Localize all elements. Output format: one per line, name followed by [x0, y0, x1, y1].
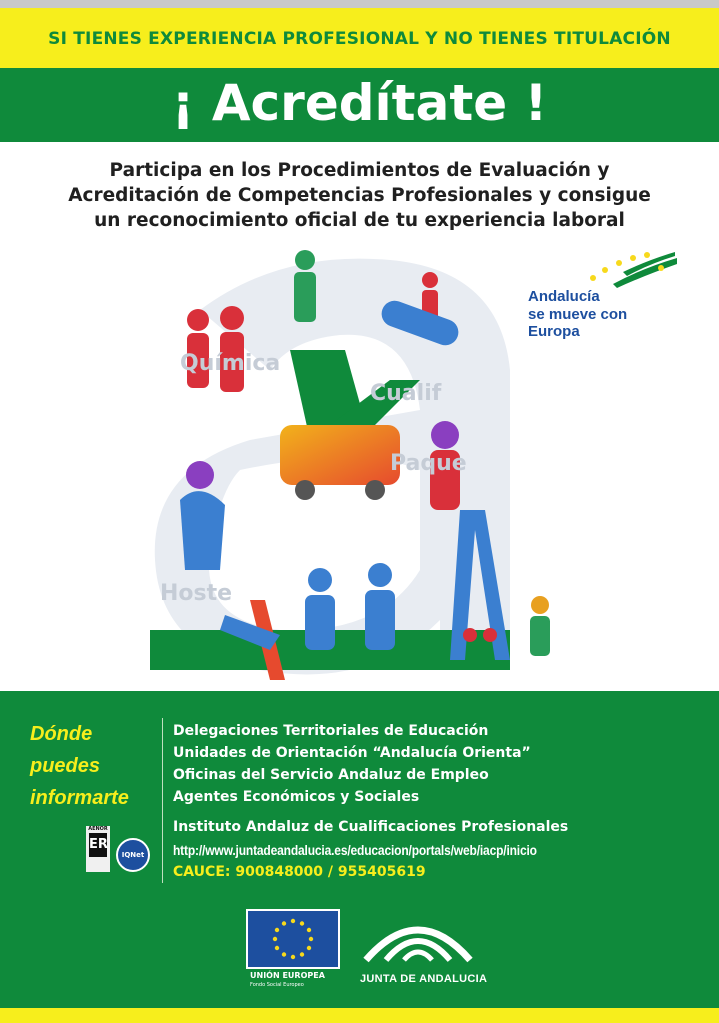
top-strip — [0, 0, 719, 8]
place-item: Delegaciones Territoriales de Educación — [173, 723, 489, 739]
where-line-3: informarte — [30, 787, 129, 809]
logo-line-1: Andalucía — [528, 288, 600, 305]
place-item: Oficinas del Servicio Andaluz de Empleo — [173, 767, 489, 783]
phone-numbers: CAUCE: 900848000 / 955405619 — [173, 864, 426, 880]
stars-swoosh-icon — [583, 250, 678, 288]
andalucia-europa-logo — [528, 248, 678, 338]
where-line-1: Dónde — [30, 723, 93, 745]
junta-label: JUNTA DE ANDALUCIA — [360, 973, 488, 985]
eu-fund-label: Fondo Social Europeo — [250, 982, 304, 988]
background-word: Cualif — [370, 381, 442, 406]
aenor-certification-badge: AENOR ER — [86, 826, 110, 872]
junta-andalucia-logo — [358, 906, 488, 996]
background-word: Paque — [390, 451, 467, 476]
worker-letter-a-illustration — [140, 240, 580, 690]
place-item: Agentes Económicos y Sociales — [173, 789, 420, 805]
eu-flag-logo — [246, 909, 340, 969]
logo-line-2: se mueve con Europa — [528, 306, 628, 340]
subtitle — [20, 158, 699, 233]
title-banner — [0, 68, 719, 142]
background-word: Química — [180, 351, 281, 376]
place-item: Unidades de Orientación “Andalucía Orienta” — [173, 745, 531, 761]
institute-name: Instituto Andaluz de Cualificaciones Profesionales — [173, 819, 569, 835]
page-title: ¡ Acredítate ! — [171, 74, 548, 132]
eu-flag-icon — [248, 911, 338, 967]
places-list — [173, 720, 531, 808]
bottom-strip — [0, 1008, 719, 1023]
where-line-2: puedes — [30, 755, 101, 777]
junta-arch-icon — [358, 906, 478, 970]
iqnet-certification-badge: IQNet — [116, 838, 150, 872]
subtitle-line-3: un reconocimiento oficial de tu experiencia laboral — [94, 210, 625, 231]
divider — [162, 718, 163, 883]
eu-label: UNIÓN EUROPEA — [250, 971, 325, 980]
tagline: SI TIENES EXPERIENCIA PROFESIONAL Y NO TIENES TITULACIÓN — [48, 29, 671, 49]
top-banner — [0, 8, 719, 68]
website-link[interactable]: http://www.juntadeandalucia.es/educacion/portals/web/iacp/inicio — [173, 842, 537, 858]
background-word: Hoste — [160, 581, 233, 606]
subtitle-line-2: Acreditación de Competencias Profesionales y consigue — [68, 185, 651, 206]
subtitle-line-1: Participa en los Procedimientos de Evaluación y — [109, 160, 610, 181]
where-heading — [30, 718, 129, 814]
